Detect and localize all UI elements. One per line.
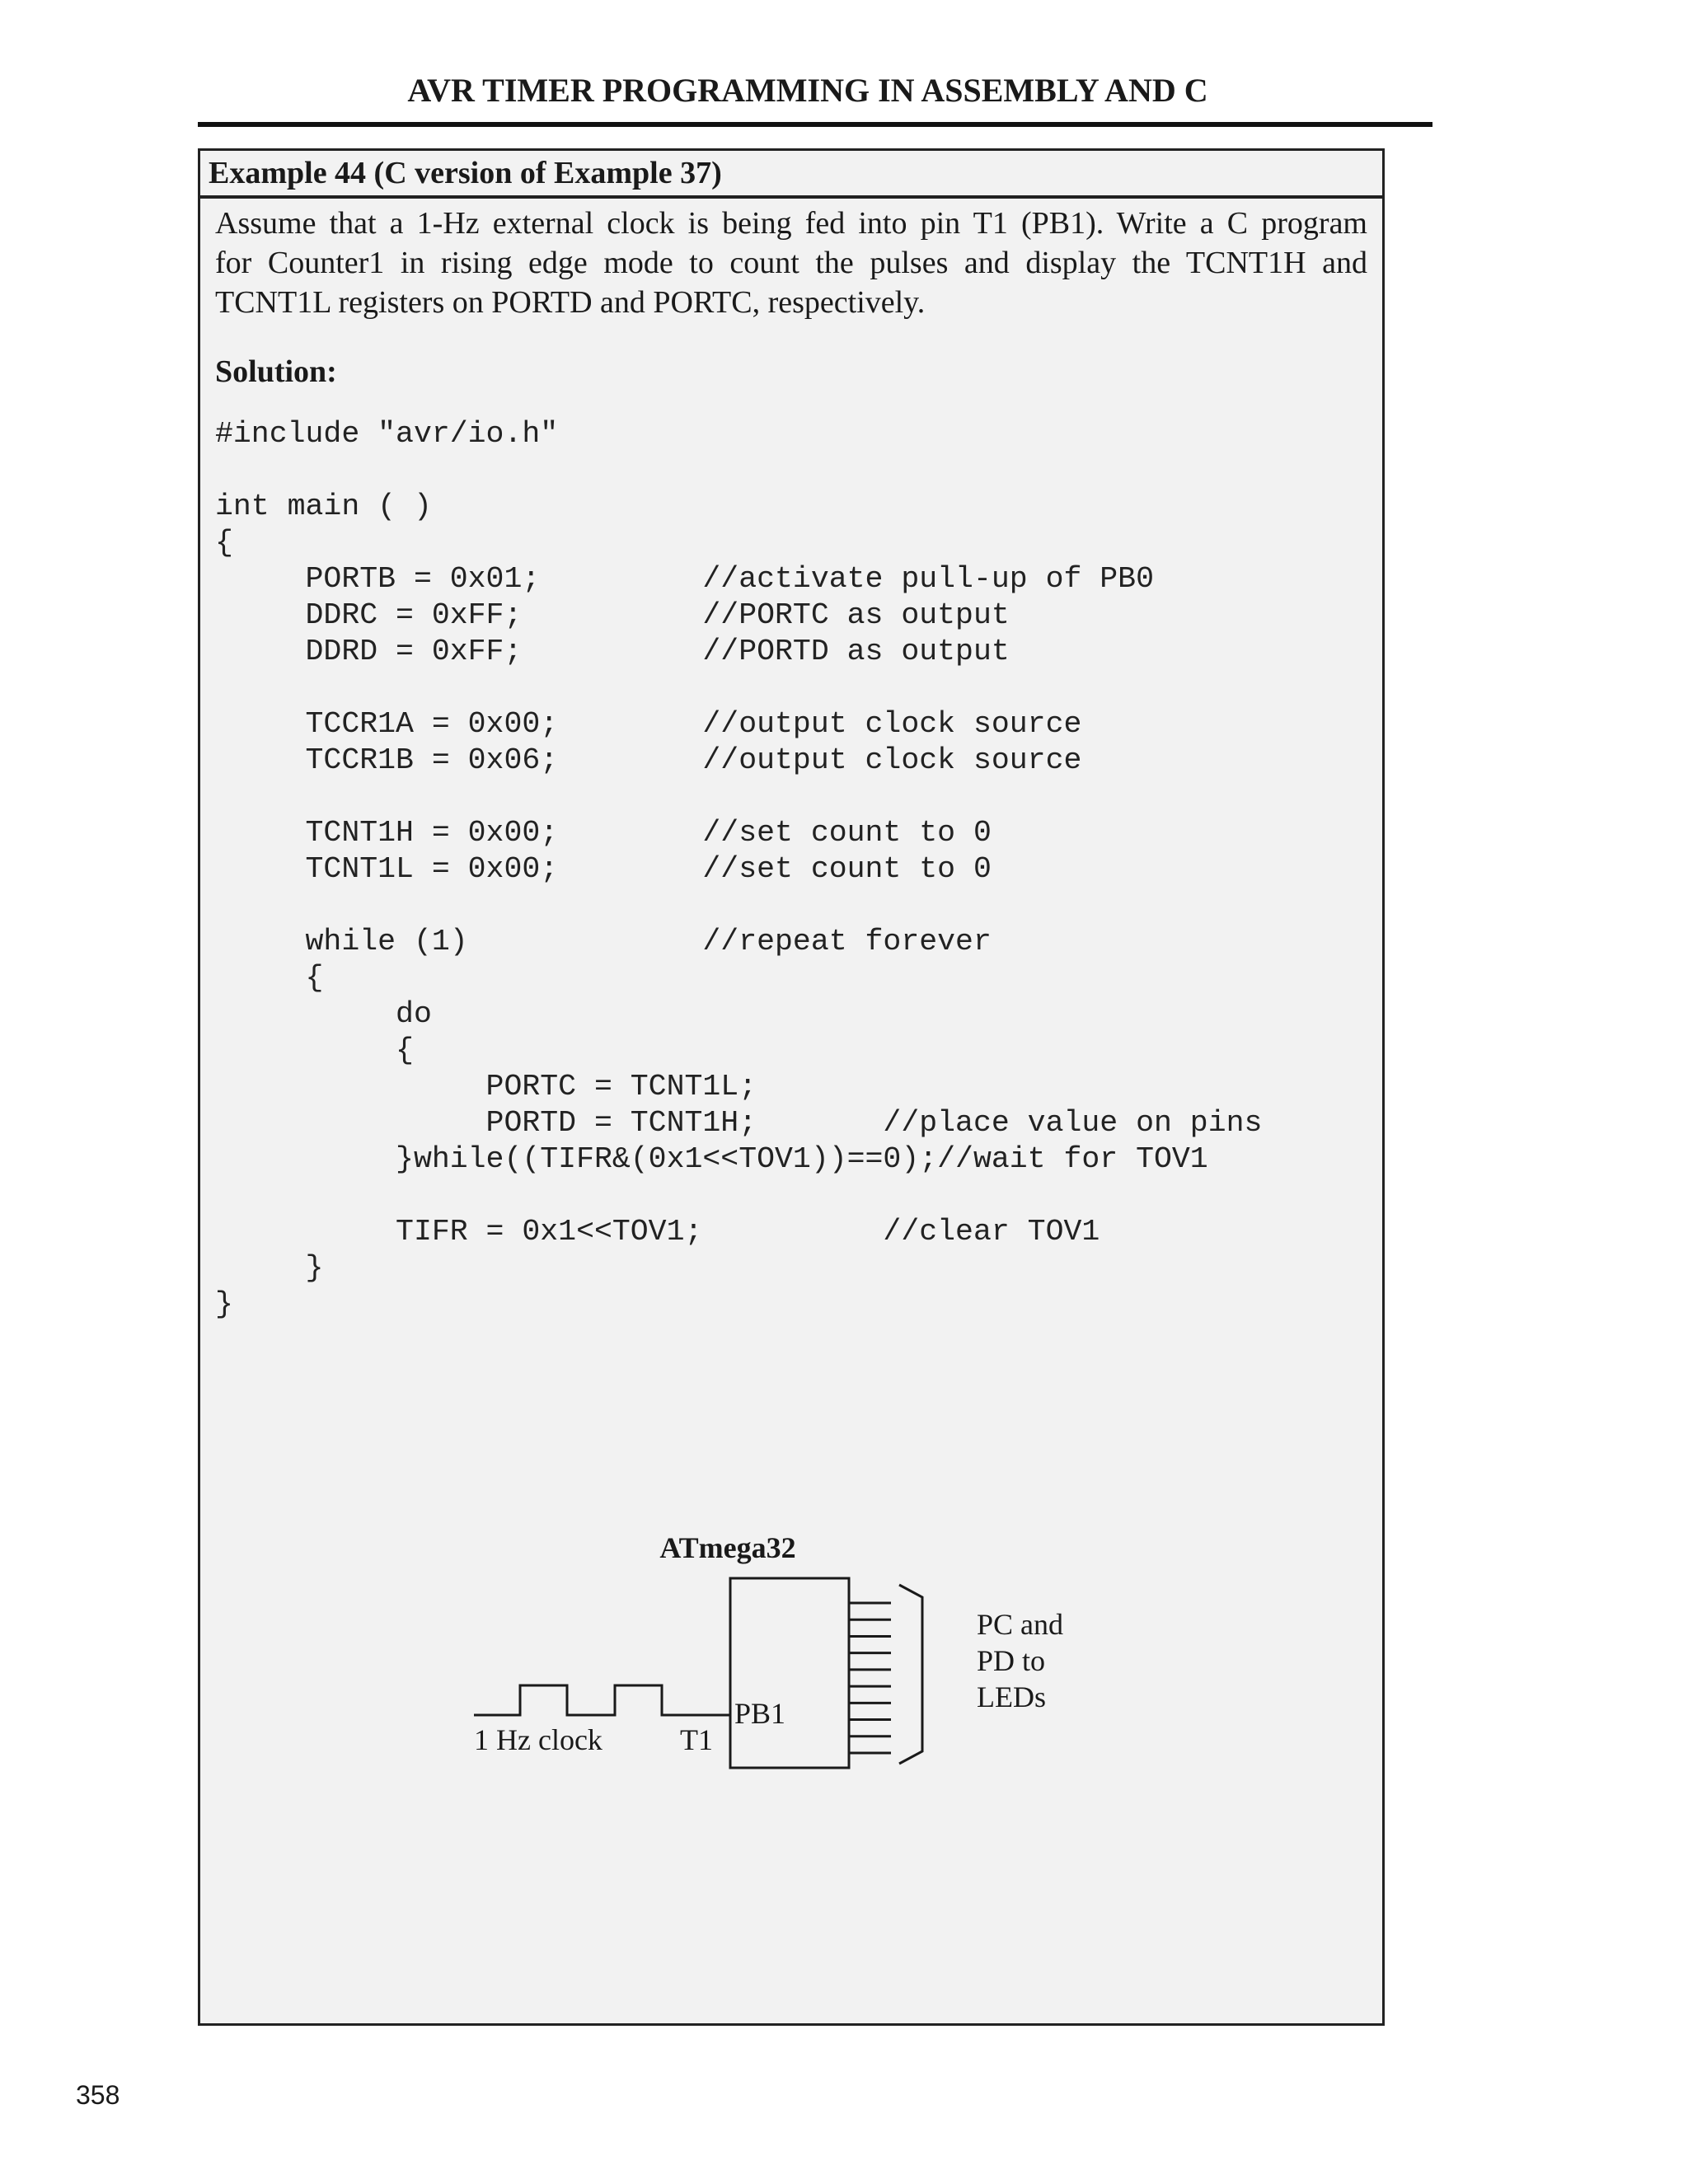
example-title: Example 44 (C version of Example 37): [200, 151, 1382, 199]
output-label-line: LEDs: [977, 1680, 1046, 1713]
code-line: }: [215, 1287, 233, 1321]
header-rule: [198, 122, 1432, 127]
code-line: {: [215, 1033, 414, 1067]
example-box: [198, 148, 1385, 2026]
output-label-line: PC and: [977, 1608, 1064, 1641]
pin-label: PB1: [734, 1697, 786, 1730]
code-line: #include "avr/io.h": [215, 417, 559, 451]
code-line: int main ( ): [215, 490, 432, 523]
code-line: PORTD = TCNT1H; //place value on pins: [215, 1106, 1263, 1140]
problem-line: for Counter1 in rising edge mode to count the pulses and display the TCNT1H and: [215, 246, 1367, 280]
code-line: DDRC = 0xFF; //PORTC as output: [215, 598, 1010, 632]
input-pin-label: T1: [680, 1723, 713, 1756]
page-header: AVR TIMER PROGRAMMING IN ASSEMBLY AND C: [407, 72, 1208, 109]
problem-line: Assume that a 1-Hz external clock is being fed into pin T1 (PB1). Write a C program: [215, 206, 1367, 241]
output-bracket: [899, 1585, 922, 1764]
clock-label: 1 Hz clock: [474, 1723, 603, 1756]
code-line: PORTB = 0x01; //activate pull-up of PB0: [215, 562, 1154, 596]
code-line: TIFR = 0x1<<TOV1; //clear TOV1: [215, 1215, 1100, 1249]
code-line: TCNT1H = 0x00; //set count to 0: [215, 816, 992, 850]
output-label-line: PD to: [977, 1644, 1046, 1677]
code-line: TCNT1L = 0x00; //set count to 0: [215, 852, 992, 886]
code-line: do: [215, 997, 432, 1031]
code-line: TCCR1B = 0x06; //output clock source: [215, 743, 1082, 777]
chip-label: ATmega32: [659, 1531, 796, 1564]
problem-line: TCNT1L registers on PORTD and PORTC, respectively.: [215, 285, 926, 320]
code-line: DDRD = 0xFF; //PORTD as output: [215, 635, 1010, 668]
solution-label: Solution:: [215, 354, 337, 389]
chip-body: [730, 1578, 849, 1768]
code-line: while (1) //repeat forever: [215, 925, 992, 958]
code-line: }while((TIFR&(0x1<<TOV1))==0);//wait for TOV1: [215, 1142, 1208, 1176]
code-line: PORTC = TCNT1L;: [215, 1070, 757, 1104]
code-line: {: [215, 961, 324, 995]
code-line: {: [215, 526, 233, 560]
code-line: }: [215, 1251, 324, 1285]
code-line: TCCR1A = 0x00; //output clock source: [215, 707, 1082, 741]
output-pins: [849, 1603, 891, 1753]
page-number: 358: [76, 2080, 120, 2110]
clock-waveform: [474, 1685, 730, 1715]
circuit-diagram: [200, 151, 1382, 2023]
